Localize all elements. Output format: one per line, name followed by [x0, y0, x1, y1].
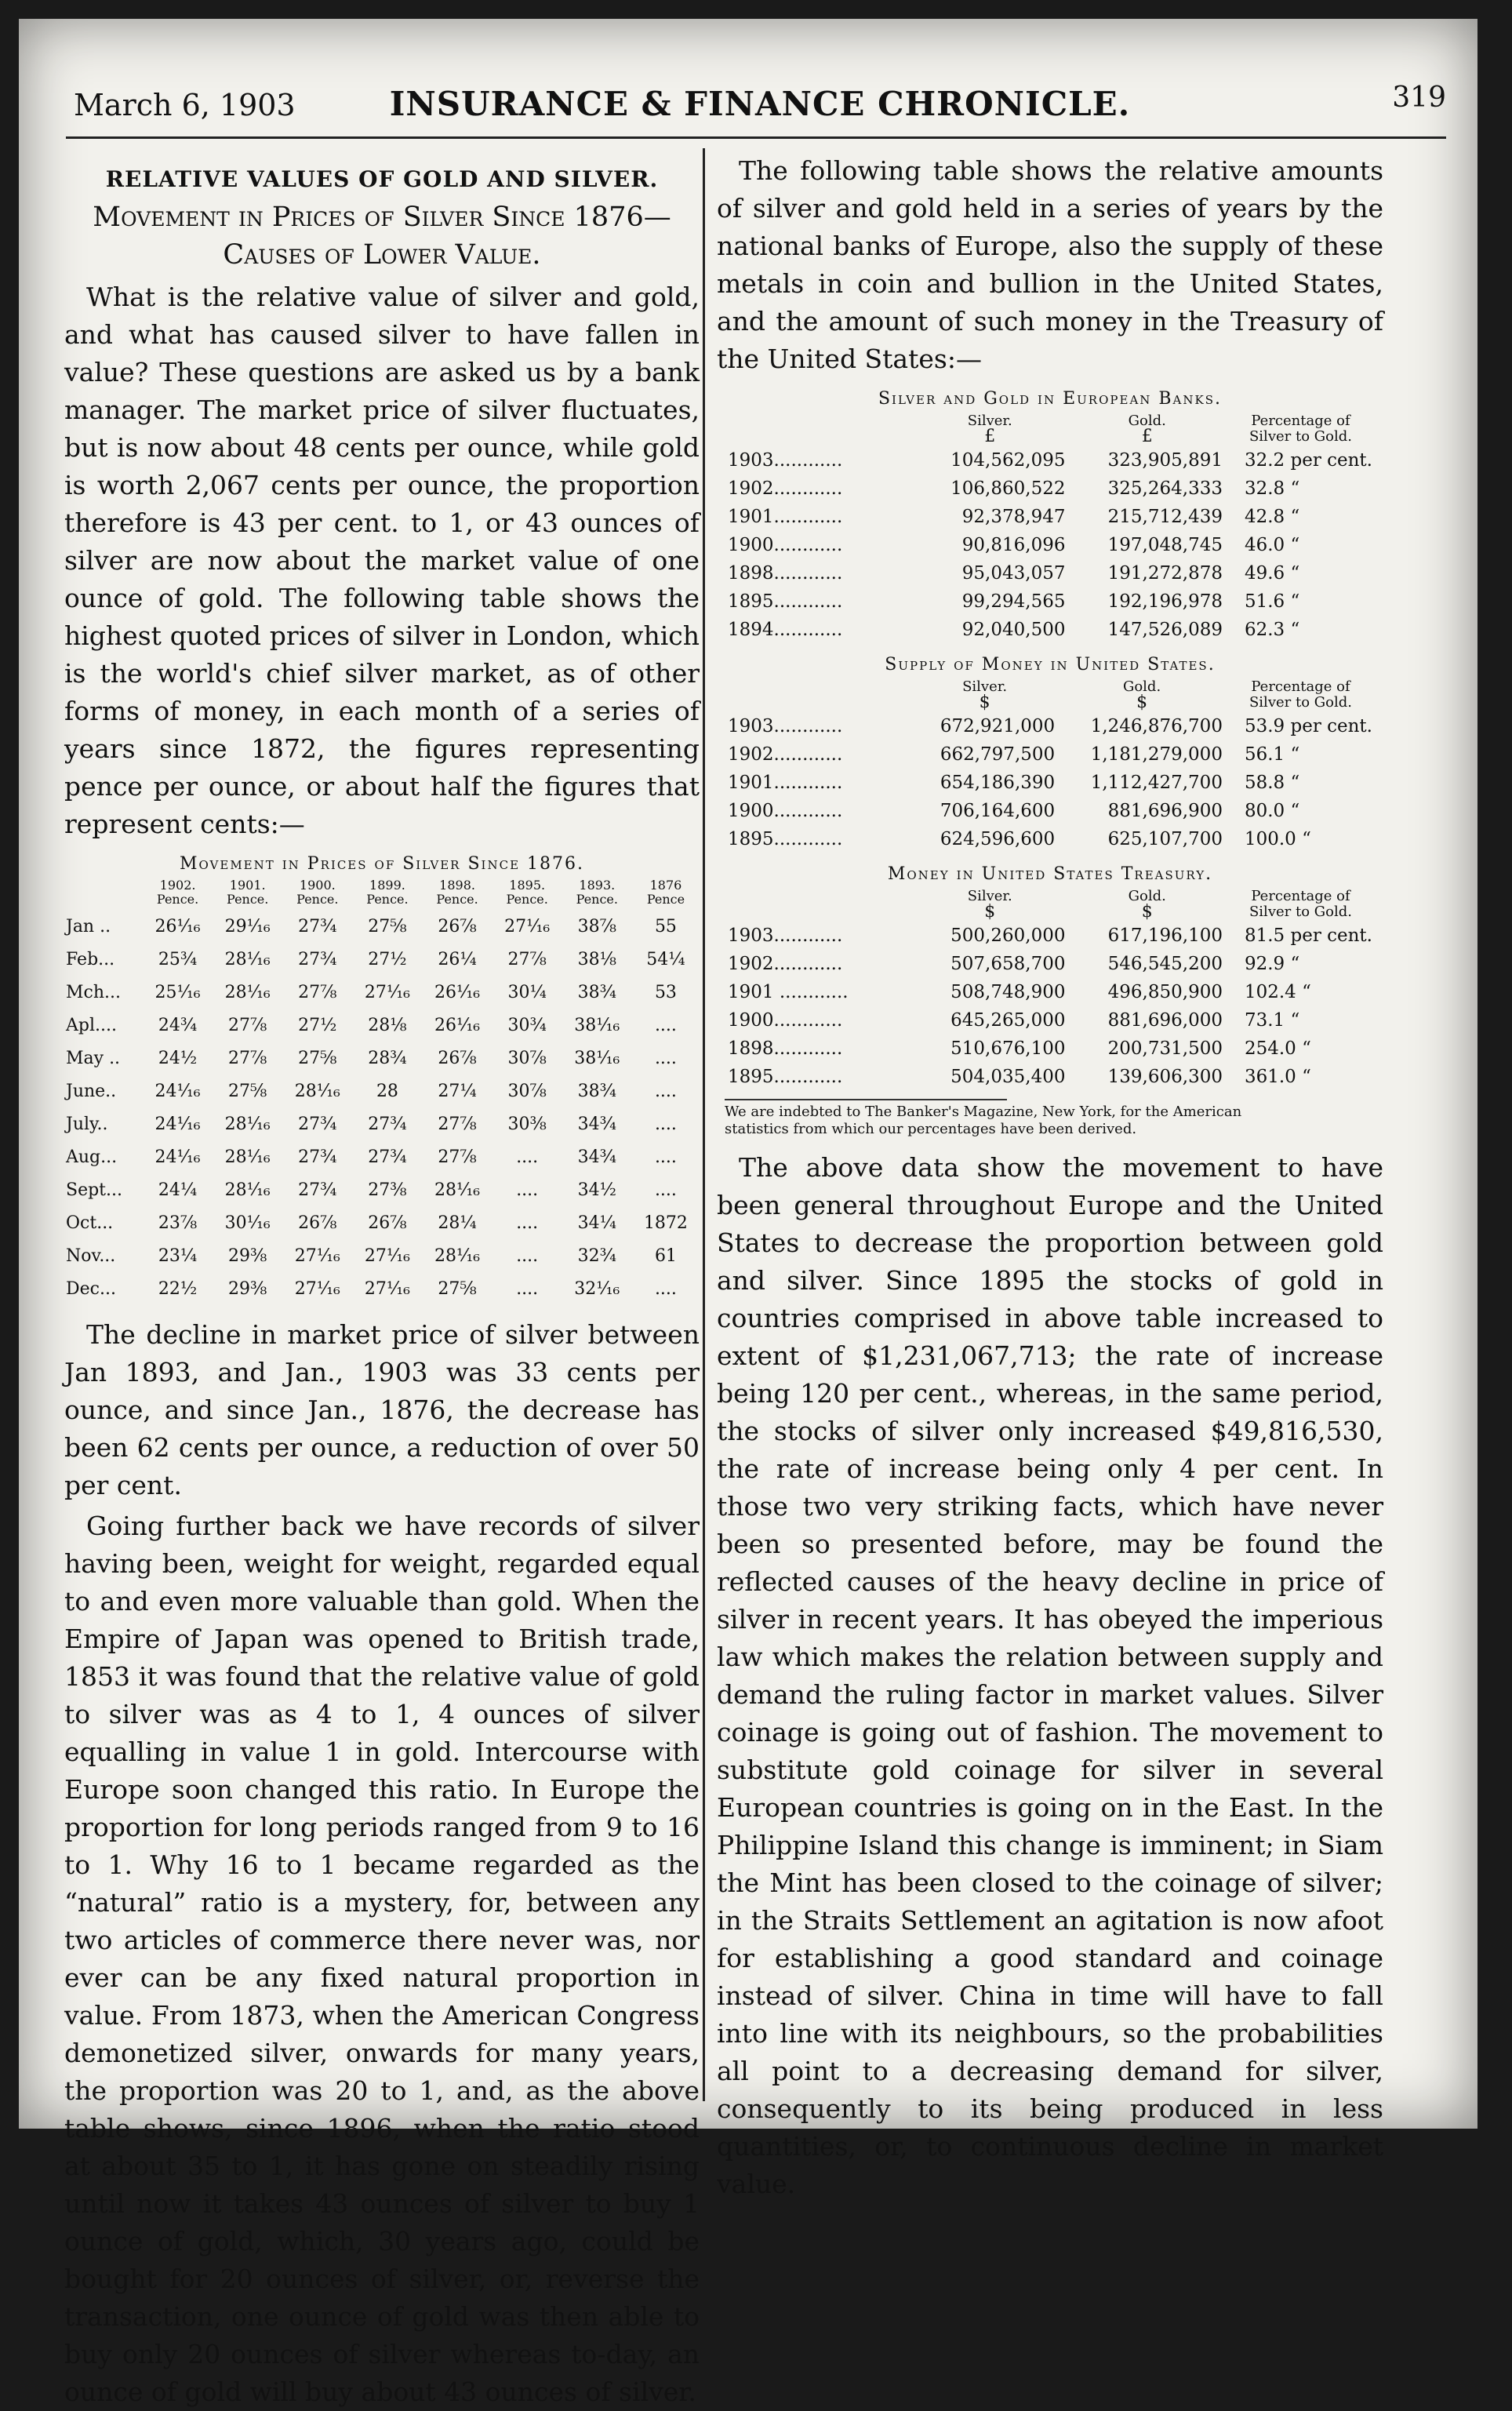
price-cell: 28⅟₁₆ — [224, 982, 271, 1002]
price-cell: 27⅞ — [298, 982, 337, 1002]
month-cell: Jan .. — [66, 916, 111, 936]
table-row — [725, 503, 1376, 531]
year-cell: 1898............ — [728, 563, 843, 584]
percentage-cell: 102.4 “ — [1244, 982, 1311, 1002]
gold-cell: 191,272,878 — [1107, 563, 1223, 584]
year-cell: 1895............ — [728, 1067, 843, 1087]
table-row — [64, 1075, 700, 1107]
table-row — [725, 475, 1376, 503]
month-cell: Feb... — [66, 949, 115, 969]
silver-cell: 662,797,500 — [940, 744, 1056, 765]
percentage-header: Percentage of Silver to Gold. — [1248, 413, 1352, 445]
table-row — [64, 1140, 700, 1173]
silver-cell: 95,043,057 — [961, 563, 1066, 584]
percentage-cell: 92.9 “ — [1244, 954, 1300, 974]
table-row — [64, 1206, 700, 1239]
left-column — [64, 152, 700, 2411]
statistics-table — [725, 889, 1376, 1091]
price-cell: 30⅞ — [507, 1081, 547, 1101]
unit-label: Pence. — [576, 892, 618, 907]
price-cell: 27⅟₁₆ — [364, 982, 410, 1002]
page-number: 319 — [1392, 82, 1446, 114]
gold-cell: 200,731,500 — [1107, 1038, 1223, 1059]
price-cell: 28⅟₁₆ — [224, 1114, 271, 1134]
year-cell: 1901 ............ — [728, 982, 849, 1002]
month-cell: Apl.... — [66, 1015, 117, 1035]
table-row — [725, 922, 1376, 950]
unit-label: Pence — [646, 892, 685, 907]
year-header — [492, 878, 562, 910]
price-cell: 28⅟₁₆ — [294, 1081, 340, 1101]
price-cell: 27¾ — [298, 1180, 337, 1200]
header-rule — [66, 136, 1446, 139]
percentage-cell: 73.1 “ — [1244, 1010, 1300, 1031]
price-cell: .... — [654, 1180, 677, 1200]
price-cell: 30¼ — [507, 982, 547, 1002]
table-header-row — [725, 413, 1376, 446]
price-cell: 25¾ — [158, 949, 198, 969]
gold-cell: 192,196,978 — [1107, 591, 1223, 612]
gold-header — [1058, 679, 1226, 712]
price-cell: 28⅛ — [368, 1015, 407, 1035]
table-header-row — [725, 889, 1376, 922]
percentage-cell: 100.0 “ — [1244, 829, 1311, 849]
price-cell: 34½ — [577, 1180, 616, 1200]
unit-label: Pence. — [227, 892, 269, 907]
paragraph-conclusion: The above data show the movement to have been general throughout Europe and the United States to decrease the proportion between gold and silver. Since 1895 the stocks of gold in countries comprised in above table increased to extent of $1,231,067,713; the rate of increase being 120 per cent., whereas, in the same period, the stocks of silver only increased $49,816,530, the rate of increase being only 4 per cent. In those two very striking facts, which have never been so presented before, may be found the reflected causes of the heavy decline in price of silver in recent years. It has obeyed the imperious law which makes the relation between supply and demand the ruling factor in market values. Silver coinage is going out of fashion. The movement to substitute gold coinage for silver in several European countries is going on in the East. In the Philippine Island this change is imminent; in Siam the Mint has been closed to the coinage of silver; in the Straits Settlement an agitation is now afoot for establishing a good standard and coinage instead of silver. China in time will have to fall into line with its neighbours, so the probabilities all point to a decreasing demand for silver, consequently to its being produced in less quantities, or, to continuous decline in market value. — [717, 1152, 1383, 2199]
table-header-row — [64, 878, 700, 910]
unit-label: Pence. — [506, 892, 548, 907]
price-cell: .... — [654, 1114, 677, 1134]
footnote-line-2: statistics from which our percentages have been derived. — [725, 1121, 1137, 1137]
percentage-cell: 62.3 “ — [1244, 620, 1300, 640]
page-header — [74, 74, 1446, 129]
gold-cell: 323,905,891 — [1107, 450, 1223, 471]
price-cell: 27⅞ — [438, 1147, 477, 1167]
table-row — [725, 712, 1376, 740]
gold-header — [1068, 889, 1225, 922]
year-label: 1895. — [509, 878, 546, 893]
price-cell: .... — [516, 1246, 539, 1266]
price-cell: 25⅟₁₆ — [154, 982, 201, 1002]
price-cell: 27½ — [298, 1015, 337, 1035]
price-cell: 27¾ — [298, 916, 337, 936]
price-cell: .... — [654, 1278, 677, 1299]
silver-cell: 104,562,095 — [950, 450, 1066, 471]
year-label: 1898. — [439, 878, 475, 893]
price-cell: 27¾ — [298, 1147, 337, 1167]
price-cell: 26¼ — [438, 949, 477, 969]
percentage-cell: 58.8 “ — [1244, 773, 1300, 793]
month-cell: Oct... — [66, 1213, 114, 1233]
article-subtitle — [64, 198, 700, 274]
price-cell: 22½ — [158, 1278, 198, 1299]
price-cell: 28⅟₁₆ — [224, 949, 271, 969]
price-cell: .... — [516, 1278, 539, 1299]
gold-label: Gold. — [1128, 888, 1166, 904]
table-title: Money in United States Treasury. — [887, 864, 1213, 884]
year-cell: 1898............ — [728, 1038, 843, 1059]
currency-symbol: £ — [984, 427, 996, 446]
silver-cell: 624,596,600 — [940, 829, 1056, 849]
table-row — [725, 769, 1376, 797]
year-cell: 1895............ — [728, 591, 843, 612]
table-row — [725, 1006, 1376, 1035]
month-cell: Mch... — [66, 982, 121, 1002]
gold-cell: 215,712,439 — [1107, 507, 1223, 527]
silver-label: Silver. — [967, 413, 1012, 429]
year-label: 1876 — [649, 878, 682, 893]
gold-cell: 625,107,700 — [1107, 829, 1223, 849]
month-cell: Sept... — [66, 1180, 122, 1200]
year-header — [213, 878, 282, 910]
table-row — [64, 1009, 700, 1042]
price-cell: 30⅞ — [507, 1048, 547, 1068]
price-cell: 24⅟₁₆ — [154, 1147, 201, 1167]
price-cell: 28¾ — [368, 1048, 407, 1068]
price-cell: 27⅟₁₆ — [364, 1246, 410, 1266]
price-cell: 29⅜ — [228, 1246, 267, 1266]
statistics-tables — [717, 389, 1383, 1091]
gold-cell: 1,181,279,000 — [1090, 744, 1223, 765]
year-header — [632, 878, 700, 910]
year-cell: 1902............ — [728, 478, 843, 499]
gold-cell: 1,246,876,700 — [1090, 716, 1223, 736]
statistics-table — [725, 413, 1376, 644]
unit-label: Pence. — [296, 892, 339, 907]
month-cell: Dec... — [66, 1278, 116, 1299]
header-title: INSURANCE & FINANCE CHRONICLE. — [389, 85, 1131, 123]
paragraph-history: Going further back we have records of silver having been, weight for weight, regarded equal to and even more valuable than gold. When the Empire of Japan was opened to British trade, 1853 it was found that the relative value of gold to silver was as 4 to 1, 4 ounces of silver equalling in value 1 in gold. Intercourse with Europe soon changed this ratio. In Europe the proportion for long periods ranged from 9 to 16 to 1. Why 16 to 1 became regarded as the “natural” ratio is a mystery, for, between any two articles of commerce there never was, nor ever can be any fixed natural proportion in value. From 1873, when the American Congress demonetized silver, onwards for many years, the proportion was 20 to 1, and, as the above table shows, since 1896, when the ratio stood at about 35 to 1, it has gone on steadily rising until now it takes 43 ounces of silver to buy 1 ounce of gold, which, 30 years ago, could be bought for 20 ounces of silver, or, reverse the transaction, one ounce of gold was then able to buy only 20 ounces of silver whereas to-day, an ounce of gold will buy about 43 ounces of silver. — [64, 1511, 700, 2407]
percentage-cell: 254.0 “ — [1244, 1038, 1311, 1059]
currency-symbol: $ — [979, 693, 990, 712]
price-cell: 30⅜ — [507, 1114, 547, 1134]
year-label: 1902. — [159, 878, 196, 893]
price-cell: 27¾ — [368, 1147, 407, 1167]
price-cell: .... — [654, 1015, 677, 1035]
table-row — [725, 1035, 1376, 1063]
price-cell: 34¾ — [577, 1147, 616, 1167]
price-cell: 26⅟₁₆ — [434, 982, 481, 1002]
table-row — [725, 1063, 1376, 1091]
table-row — [725, 587, 1376, 616]
year-label: 1900. — [299, 878, 336, 893]
silver-cell: 92,378,947 — [961, 507, 1066, 527]
month-cell: July.. — [66, 1114, 108, 1134]
price-cell: 30¾ — [507, 1015, 547, 1035]
gold-cell: 881,696,900 — [1107, 801, 1223, 821]
year-header — [562, 878, 632, 910]
right-column — [717, 152, 1383, 2203]
footnote-line-1: We are indebted to The Banker's Magazine, New York, for the American — [725, 1104, 1242, 1120]
year-cell: 1900............ — [728, 1010, 843, 1031]
newspaper-page — [19, 19, 1477, 2407]
year-cell: 1902............ — [728, 954, 843, 974]
silver-cell: 106,860,522 — [950, 478, 1066, 499]
price-cell: 27⅟₁₆ — [364, 1278, 410, 1299]
year-header — [725, 889, 911, 922]
price-cell: 23⅞ — [158, 1213, 198, 1233]
currency-symbol: $ — [984, 902, 996, 922]
price-cell: 27¾ — [368, 1114, 407, 1134]
silver-cell: 654,186,390 — [940, 773, 1056, 793]
table-row — [725, 446, 1376, 475]
price-cell: 38⅟₁₆ — [574, 1048, 620, 1068]
year-cell: 1901............ — [728, 507, 843, 527]
price-cell: 24⅟₁₆ — [154, 1081, 201, 1101]
price-cell: .... — [654, 1048, 677, 1068]
year-cell: 1894............ — [728, 620, 843, 640]
paragraph-decline: The decline in market price of silver between Jan 1893, and Jan., 1903 was 33 cents per ounce, and since Jan., 1876, the decrease has been 62 cents per ounce, a reduction of over 50 per cent. — [64, 1319, 700, 1500]
price-cell: 28⅟₁₆ — [224, 1147, 271, 1167]
gold-cell: 147,526,089 — [1107, 620, 1223, 640]
price-cell: 27⅟₁₆ — [294, 1246, 340, 1266]
price-cell: 32⅟₁₆ — [574, 1278, 620, 1299]
gold-cell: 881,696,000 — [1107, 1010, 1223, 1031]
month-header — [64, 878, 143, 910]
year-header — [143, 878, 213, 910]
gold-cell: 546,545,200 — [1107, 954, 1223, 974]
percentage-cell: 56.1 “ — [1244, 744, 1300, 765]
silver-prices-table-title: Movement in Prices of Silver Since 1876. — [179, 854, 584, 874]
currency-symbol: $ — [1136, 693, 1148, 712]
table-row — [725, 797, 1376, 825]
table-row — [64, 1173, 700, 1206]
price-cell: 34¼ — [577, 1213, 616, 1233]
price-cell: .... — [654, 1147, 677, 1167]
subtitle-line-2: Causes of Lower Value. — [223, 239, 541, 271]
year-cell: 1902............ — [728, 744, 843, 765]
price-cell: 28 — [376, 1081, 398, 1101]
table-row — [64, 1272, 700, 1305]
price-cell: 27⅝ — [298, 1048, 337, 1068]
price-cell: 27⅟₁₆ — [294, 1278, 340, 1299]
price-cell: 34¾ — [577, 1114, 616, 1134]
subtitle-line-1: Movement in Prices of Silver Since 1876— — [93, 202, 671, 233]
gold-cell: 617,196,100 — [1107, 925, 1223, 946]
percentage-cell: 49.6 “ — [1244, 563, 1300, 584]
table-title: Supply of Money in United States. — [885, 655, 1216, 675]
paragraph-table-intro: The following table shows the relative amounts of silver and gold held in a series of years by the national banks of Europe, also the supply of these metals in coin and bullion in the United States, and the amount of such money in the Treasury of the United States:— — [717, 155, 1383, 374]
price-cell: 1872 — [643, 1213, 688, 1233]
price-cell: 27⅝ — [228, 1081, 267, 1101]
month-cell: June.. — [66, 1081, 117, 1101]
table-row — [725, 978, 1376, 1006]
silver-cell: 510,676,100 — [950, 1038, 1066, 1059]
price-cell: 24⅟₁₆ — [154, 1114, 201, 1134]
silver-cell: 507,658,700 — [950, 954, 1066, 974]
table-row — [725, 616, 1376, 644]
price-cell: 38⅛ — [577, 949, 616, 969]
price-cell: 27½ — [368, 949, 407, 969]
silver-cell: 508,748,900 — [950, 982, 1066, 1002]
statistics-table — [725, 679, 1376, 853]
price-cell: 26⅟₁₆ — [154, 916, 201, 936]
year-label: 1893. — [579, 878, 616, 893]
table-row — [64, 943, 700, 976]
unit-label: Pence. — [436, 892, 478, 907]
table-row — [725, 825, 1376, 853]
year-cell: 1895............ — [728, 829, 843, 849]
footnote — [725, 1099, 1242, 1138]
price-cell: 28¼ — [438, 1213, 477, 1233]
table-row — [64, 910, 700, 943]
gold-cell: 325,264,333 — [1107, 478, 1223, 499]
price-cell: 26⅞ — [368, 1213, 407, 1233]
currency-symbol: £ — [1141, 427, 1153, 446]
silver-cell: 504,035,400 — [950, 1067, 1066, 1087]
price-cell: 27⅟₁₆ — [504, 916, 551, 936]
year-label: 1901. — [229, 878, 266, 893]
year-cell: 1903............ — [728, 450, 843, 471]
table-row — [725, 559, 1376, 587]
silver-header — [911, 679, 1058, 712]
unit-label: Pence. — [366, 892, 409, 907]
price-cell: 38¾ — [577, 982, 616, 1002]
year-cell: 1900............ — [728, 801, 843, 821]
percentage-cell: 46.0 “ — [1244, 535, 1300, 555]
price-cell: 27¾ — [298, 1114, 337, 1134]
silver-label: Silver. — [962, 678, 1008, 695]
percentage-cell: 81.5 per cent. — [1244, 925, 1372, 946]
price-cell: 26⅞ — [298, 1213, 337, 1233]
year-header — [725, 413, 911, 446]
percentage-cell: 361.0 “ — [1244, 1067, 1311, 1087]
price-cell: 27⅞ — [228, 1015, 267, 1035]
year-header — [282, 878, 352, 910]
silver-cell: 99,294,565 — [961, 591, 1066, 612]
price-cell: 27⅞ — [228, 1048, 267, 1068]
price-cell: 27⅞ — [507, 949, 547, 969]
currency-symbol: $ — [1141, 902, 1153, 922]
table-row — [64, 1042, 700, 1075]
silver-cell: 500,260,000 — [950, 925, 1066, 946]
price-cell: 27⅜ — [368, 1180, 407, 1200]
silver-header — [911, 889, 1068, 922]
silver-cell: 672,921,000 — [940, 716, 1056, 736]
table-row — [64, 1107, 700, 1140]
year-cell: 1900............ — [728, 535, 843, 555]
price-cell: .... — [516, 1180, 539, 1200]
table-title: Silver and Gold in European Banks. — [878, 389, 1222, 409]
silver-header — [911, 413, 1068, 446]
percentage-cell: 51.6 “ — [1244, 591, 1300, 612]
gold-cell: 1,112,427,700 — [1090, 773, 1223, 793]
month-cell: Nov... — [66, 1246, 116, 1266]
silver-prices-table — [64, 878, 700, 1305]
gold-header — [1068, 413, 1225, 446]
price-cell: .... — [516, 1213, 539, 1233]
year-label: 1899. — [369, 878, 405, 893]
percentage-cell: 53.9 per cent. — [1244, 716, 1372, 736]
price-cell: 30⅟₁₆ — [224, 1213, 271, 1233]
unit-label: Pence. — [156, 892, 199, 907]
year-header — [423, 878, 492, 910]
price-cell: .... — [516, 1147, 539, 1167]
silver-label: Silver. — [967, 888, 1012, 904]
price-cell: 23¼ — [158, 1246, 198, 1266]
paragraph-intro: What is the relative value of silver and gold, and what has caused silver to have fallen in value? These questions are asked us by a bank manager. The market price of silver fluctuates, but is now about 48 cents per ounce, while gold is worth 2,067 cents per ounce, the proportion therefore is 43 per cent. to 1, or 43 ounces of silver are now about the market value of one ounce of gold. The following table shows the highest quoted prices of silver in London, which is the world's chief silver market, as of other forms of money, in each month of a series of years since 1872, the figures representing pence per ounce, or about half the figures that represent cents:— — [64, 282, 700, 839]
table-row — [725, 950, 1376, 978]
table-row — [725, 740, 1376, 769]
gold-label: Gold. — [1128, 413, 1166, 429]
table-row — [64, 1239, 700, 1272]
month-cell: May .. — [66, 1048, 121, 1068]
percentage-header: Percentage of Silver to Gold. — [1248, 888, 1352, 920]
silver-cell: 92,040,500 — [961, 620, 1066, 640]
percentage-cell: 32.8 “ — [1244, 478, 1300, 499]
price-cell: 28⅟₁₆ — [434, 1180, 481, 1200]
price-cell: 27⅞ — [438, 1114, 477, 1134]
price-cell: 29⅟₁₆ — [224, 916, 271, 936]
price-cell: 24¾ — [158, 1015, 198, 1035]
month-cell: Aug... — [66, 1147, 118, 1167]
price-cell: 29⅜ — [228, 1278, 267, 1299]
percentage-header: Percentage of Silver to Gold. — [1248, 678, 1352, 711]
year-cell: 1901............ — [728, 773, 843, 793]
silver-cell: 645,265,000 — [950, 1010, 1066, 1031]
price-cell: 38¾ — [577, 1081, 616, 1101]
price-cell: 54¼ — [646, 949, 685, 969]
price-cell: 55 — [654, 916, 677, 936]
price-cell: 53 — [654, 982, 677, 1002]
price-cell: 27⅝ — [368, 916, 407, 936]
silver-cell: 706,164,600 — [940, 801, 1056, 821]
silver-cell: 90,816,096 — [961, 535, 1066, 555]
percentage-cell: 80.0 “ — [1244, 801, 1300, 821]
gold-cell: 496,850,900 — [1107, 982, 1223, 1002]
table-row — [64, 976, 700, 1009]
price-cell: 38⅞ — [577, 916, 616, 936]
price-cell: 26⅞ — [438, 916, 477, 936]
price-cell: 27¼ — [438, 1081, 477, 1101]
header-date: March 6, 1903 — [74, 88, 296, 122]
table-header-row — [725, 679, 1376, 712]
year-cell: 1903............ — [728, 716, 843, 736]
gold-cell: 197,048,745 — [1107, 535, 1223, 555]
price-cell: 32¾ — [577, 1246, 616, 1266]
price-cell: 24¼ — [158, 1180, 198, 1200]
price-cell: 26⅟₁₆ — [434, 1015, 481, 1035]
column-divider — [703, 148, 705, 2101]
price-cell: 26⅞ — [438, 1048, 477, 1068]
percentage-cell: 42.8 “ — [1244, 507, 1300, 527]
price-cell: 38⅟₁₆ — [574, 1015, 620, 1035]
year-cell: 1903............ — [728, 925, 843, 946]
year-header — [352, 878, 422, 910]
price-cell: .... — [654, 1081, 677, 1101]
article-title: RELATIVE VALUES OF GOLD AND SILVER. — [105, 166, 659, 192]
price-cell: 27¾ — [298, 949, 337, 969]
price-cell: 27⅝ — [438, 1278, 477, 1299]
price-cell: 28⅟₁₆ — [224, 1180, 271, 1200]
price-cell: 61 — [654, 1246, 677, 1266]
gold-cell: 139,606,300 — [1107, 1067, 1223, 1087]
price-cell: 28⅟₁₆ — [434, 1246, 481, 1266]
percentage-cell: 32.2 per cent. — [1244, 450, 1372, 471]
price-cell: 24½ — [158, 1048, 198, 1068]
table-row — [725, 531, 1376, 559]
gold-label: Gold. — [1122, 678, 1161, 695]
year-header — [725, 679, 911, 712]
table-body — [64, 910, 700, 1305]
